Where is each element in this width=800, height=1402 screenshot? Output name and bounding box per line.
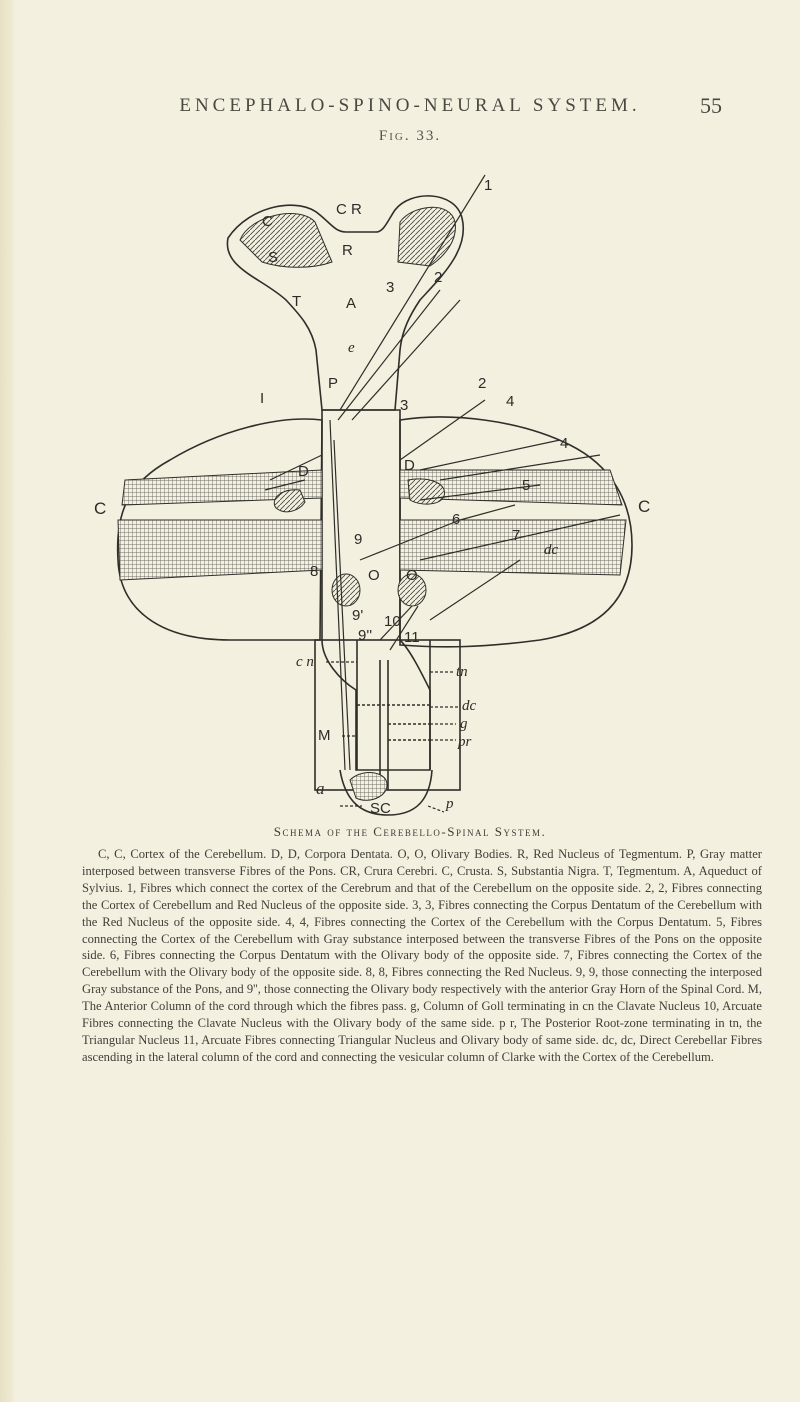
crusta-hatch-left — [240, 214, 332, 268]
label-D-right: D — [404, 457, 415, 474]
label-I: I — [260, 390, 265, 407]
anterior-horn — [350, 773, 387, 801]
label-3b: 3 — [400, 397, 409, 414]
label-a: a — [316, 779, 325, 798]
label-tn: tn — [456, 664, 468, 680]
label-4: 4 — [506, 393, 515, 410]
label-dc-right: dc — [544, 542, 559, 558]
label-M: M — [318, 727, 331, 744]
label-C-right: C — [638, 497, 651, 516]
label-A: A — [346, 295, 357, 312]
label-O-left: O — [368, 567, 380, 584]
label-pr: pr — [458, 734, 472, 750]
label-10: 10 — [384, 613, 401, 630]
label-2b: 2 — [478, 375, 487, 392]
label-R: R — [342, 242, 353, 259]
olive-left — [332, 574, 360, 606]
figure-caption-title: Schema of the Cerebello-Spinal System. — [273, 824, 547, 839]
label-9: 9 — [354, 531, 363, 548]
label-9a: 9' — [352, 607, 364, 624]
label-4b: 4 — [560, 435, 569, 452]
label-C-top: C — [262, 213, 273, 230]
label-D-left: D — [298, 463, 309, 480]
label-dc: dc — [462, 698, 477, 714]
label-T: T — [292, 293, 302, 310]
label-5: 5 — [522, 477, 531, 494]
label-11: 11 — [404, 629, 420, 646]
label-CR: C R — [336, 201, 362, 218]
page-number: 55 — [700, 93, 722, 118]
label-3: 3 — [386, 279, 395, 296]
cortex-left-lower — [118, 520, 322, 580]
dc-tract — [460, 505, 515, 520]
label-6: 6 — [452, 511, 461, 528]
label-8: 8 — [310, 563, 319, 580]
figure-caption-body: C, C, Cortex of the Cerebellum. D, D, Corpora Dentata. O, O, Olivary Bodies. R, Red Nucleus of Tegmentum. P, Gray matter interposed between transverse Fibres of the Pons. CR, Crura Cerebri. C, Crusta. S, Substantia Nigra. T, Tegmentum. A, Aqueduct of Sylvius. 1, Fibres which connect the cortex of the Cerebrum and that of the Cerebellum on the opposite side. 2, 2, Fibres connecting the Cortex of Cerebellum and Red Nucleus of the opposite side. 3, 3, Fibres connecting the Corpus Dentatum of the Cerebellum with the Red Nucleus of the opposite side. 4, 4, Fibres connecting the Cortex of the Cerebellum with the Corpus Dentatum. 5, Fibres connecting the Cortex of the Cerebellum with Gray substance interposed between the transverse Fibres of the Pons on the opposite side. 6, Fibres connecting the Corpus Dentatum with the Olivary body of the opposite side. 7, Fibres connecting the Cortex of the Cerebellum with the Olivary body of the opposite side. 8, 8, Fibres connecting the Red Nucleus. 9, 9, those connecting the interposed Gray substance of the Pons, and 9'', those connecting the Olivary body respectively with the anterior Gray Horn of the Spinal Cord. M, The Anterior Column of the cord through which the fibres pass. g, Column of Goll terminating in cn the Clavate Nucleus 10, Arcuate Fibres connecting the Clavate Nucleus with the Olivary body of the same side. p r, The Posterior Root-zone terminating in tn, the Triangular Nucleus 11, Arcuate Fibres connecting Triangular Nucleus and Olivary body of same side. dc, dc, Direct Cerebellar Fibres ascending in the lateral column of the cord and connecting the vesicular column of Clarke with the Cortex of the Cerebellum. — [82, 847, 762, 1064]
label-9b: 9'' — [358, 627, 373, 644]
label-2: 2 — [434, 269, 443, 286]
running-title: ENCEPHALO-SPINO-NEURAL SYSTEM. — [179, 95, 641, 116]
label-cn: c n — [296, 654, 314, 670]
label-E: e — [348, 340, 355, 356]
label-O-right: O — [406, 567, 418, 584]
tract-2-right — [400, 400, 485, 460]
figure-label: Fig. 33. — [378, 128, 442, 144]
label-C-left: C — [94, 499, 107, 518]
label-S: S — [268, 249, 279, 266]
label-SC: SC — [370, 800, 391, 817]
label-1: 1 — [484, 177, 493, 194]
label-g: g — [460, 716, 468, 732]
label-p: p — [446, 796, 454, 812]
label-P: P — [328, 375, 339, 392]
tract-4-right — [420, 440, 560, 470]
label-7: 7 — [512, 527, 521, 544]
